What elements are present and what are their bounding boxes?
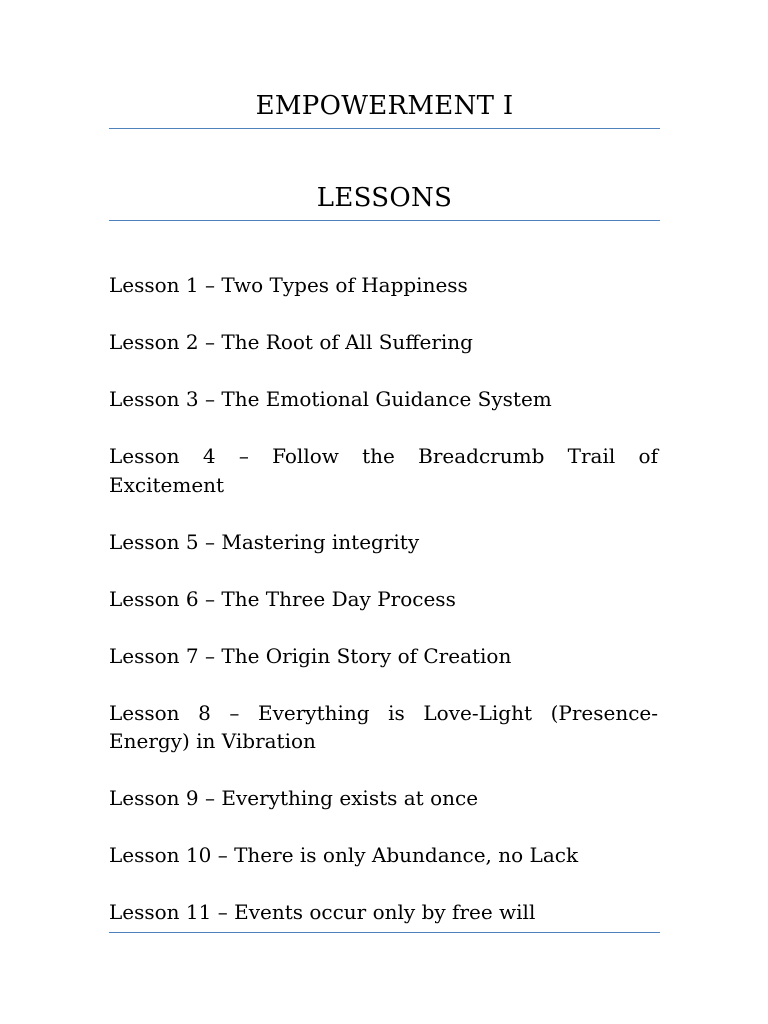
section-heading-underline xyxy=(109,220,660,221)
lesson-item-3: Lesson 3 – The Emotional Guidance System xyxy=(109,387,552,411)
lesson-item-2: Lesson 2 – The Root of All Suffering xyxy=(109,330,473,354)
lesson-item-10: Lesson 10 – There is only Abundance, no Lack xyxy=(109,843,579,867)
page-title: EMPOWERMENT I xyxy=(255,91,514,121)
lesson-list xyxy=(109,271,658,955)
title-underline xyxy=(109,128,660,129)
lesson-item-9: Lesson 9 – Everything exists at once xyxy=(109,786,479,810)
lesson-item-6: Lesson 6 – The Three Day Process xyxy=(109,586,456,611)
lesson-item-1: Lesson 1 – Two Types of Happiness xyxy=(109,273,468,297)
section-heading: LESSONS xyxy=(316,183,453,213)
lesson-item-8: Lesson 8 – Everything is Love-Light (Presence-Energy) in Vibration xyxy=(109,700,658,753)
lesson-item-7: Lesson 7 – The Origin Story of Creation xyxy=(109,643,512,668)
lesson-item-5: Lesson 5 – Mastering integrity xyxy=(109,529,420,554)
lesson-item-4: Lesson 4 – Follow the Breadcrumb Trail of Excitement xyxy=(109,444,658,497)
lesson-item-11: Lesson 11 – Events occur only by free will xyxy=(109,900,536,924)
bottom-rule xyxy=(109,932,660,933)
